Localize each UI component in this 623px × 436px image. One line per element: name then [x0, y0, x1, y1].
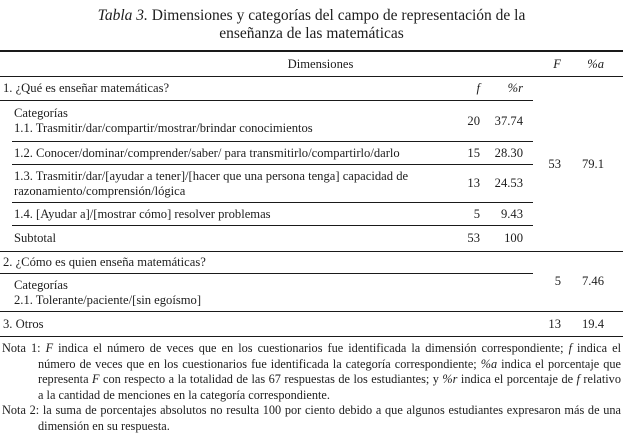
table-caption: [73, 7, 551, 42]
section1-label: 1. ¿Qué es enseñar matemáticas?: [0, 77, 440, 101]
category-1-4-pr: 9.43: [482, 203, 533, 226]
header-dimensiones: Dimensiones: [0, 51, 533, 77]
section2-heading-row: [0, 252, 623, 274]
category-1-1-cell: [0, 101, 440, 142]
category-2-1-text: 2.1. Tolerante/paciente/[sin egoísmo]: [14, 292, 202, 307]
section2-label: 2. ¿Cómo es quien enseña matemáticas?: [0, 252, 533, 274]
category-row-1-3: [0, 165, 623, 203]
note-2: Nota 2: la suma de porcentajes absolutos no resulta 100 por ciento debido a que algunos estudiantes expresaron más de una dimensión en su respuesta.: [2, 403, 621, 433]
category-1-4-cell: [0, 203, 440, 226]
category-1-2-cell: [0, 142, 440, 165]
subtotal-label: Subtotal: [0, 226, 440, 252]
category-1-3-cell: [0, 165, 440, 203]
category-row-1-1: [0, 101, 623, 142]
section3-label: 3. Otros: [0, 312, 533, 337]
subtotal-row: [0, 226, 623, 252]
section3-row: [0, 312, 623, 337]
category-1-3-text: 1.3. Trasmitir/dar/[ayudar a tener]/[hacer que una persona tenga] capacidad de razonamiento/comprensión/lógica: [14, 168, 409, 198]
section1-F-value: 53: [533, 77, 573, 252]
section2-pa-value: 7.46: [573, 252, 623, 312]
category-1-4-f: 5: [440, 203, 482, 226]
note-1: Nota 1: F indica el número de veces que en los cuestionarios fue identificada la dimensión correspondiente; f indica el número de veces que en los cuestionarios fue identificada la categoría correspondiente; %a indica el porcentaje que representa F con respecto a la totalidad de las 67 respuestas de los estudiantes; y %r indica el porcentaje de f relativo a la cantidad de menciones en la categoría correspondiente.: [2, 341, 621, 402]
category-1-3-pr: 24.53: [482, 165, 533, 203]
subtotal-pr: 100: [482, 226, 533, 252]
section1-heading-row: [0, 77, 623, 101]
header-F: F: [533, 51, 573, 77]
category-2-1-cell: [0, 274, 533, 312]
category-1-3-f: 13: [440, 165, 482, 203]
header-row: [0, 51, 623, 77]
section3-F-value: 13: [533, 312, 573, 337]
table-notes: [0, 341, 623, 434]
category-1-2-pr: 28.30: [482, 142, 533, 165]
category-row-2-1: [0, 274, 623, 312]
partial-rule: [12, 225, 440, 226]
category-1-2-f: 15: [440, 142, 482, 165]
subheader-f: f: [440, 77, 482, 101]
categories-label: Categorías: [14, 106, 68, 121]
subheader-pr: %r: [482, 77, 533, 101]
category-1-2-text: 1.2. Conocer/dominar/comprender/saber/ para transmitirlo/compartirlo/darlo: [14, 145, 400, 160]
table-caption-number: Tabla 3.: [97, 7, 148, 24]
header-pa: %a: [573, 51, 623, 77]
section2-F-value: 5: [533, 252, 573, 312]
dimensions-table: [0, 50, 623, 337]
category-1-4-text: 1.4. [Ayudar a]/[mostrar cómo] resolver problemas: [14, 206, 271, 221]
section1-pa-value: 79.1: [573, 77, 623, 252]
category-row-1-4: [0, 203, 623, 226]
category-1-1-text: 1.1. Trasmitir/dar/compartir/mostrar/brindar conocimientos: [14, 121, 313, 136]
categories-label: Categorías: [14, 277, 68, 292]
subtotal-f: 53: [440, 226, 482, 252]
category-row-1-2: [0, 142, 623, 165]
category-1-1-pr: 37.74: [482, 101, 533, 142]
scanned-table-page: [0, 7, 623, 434]
table-caption-text: Dimensiones y categorías del campo de representación de la enseñanza de las matemáticas: [147, 7, 526, 42]
section3-pa-value: 19.4: [573, 312, 623, 337]
category-1-1-f: 20: [440, 101, 482, 142]
